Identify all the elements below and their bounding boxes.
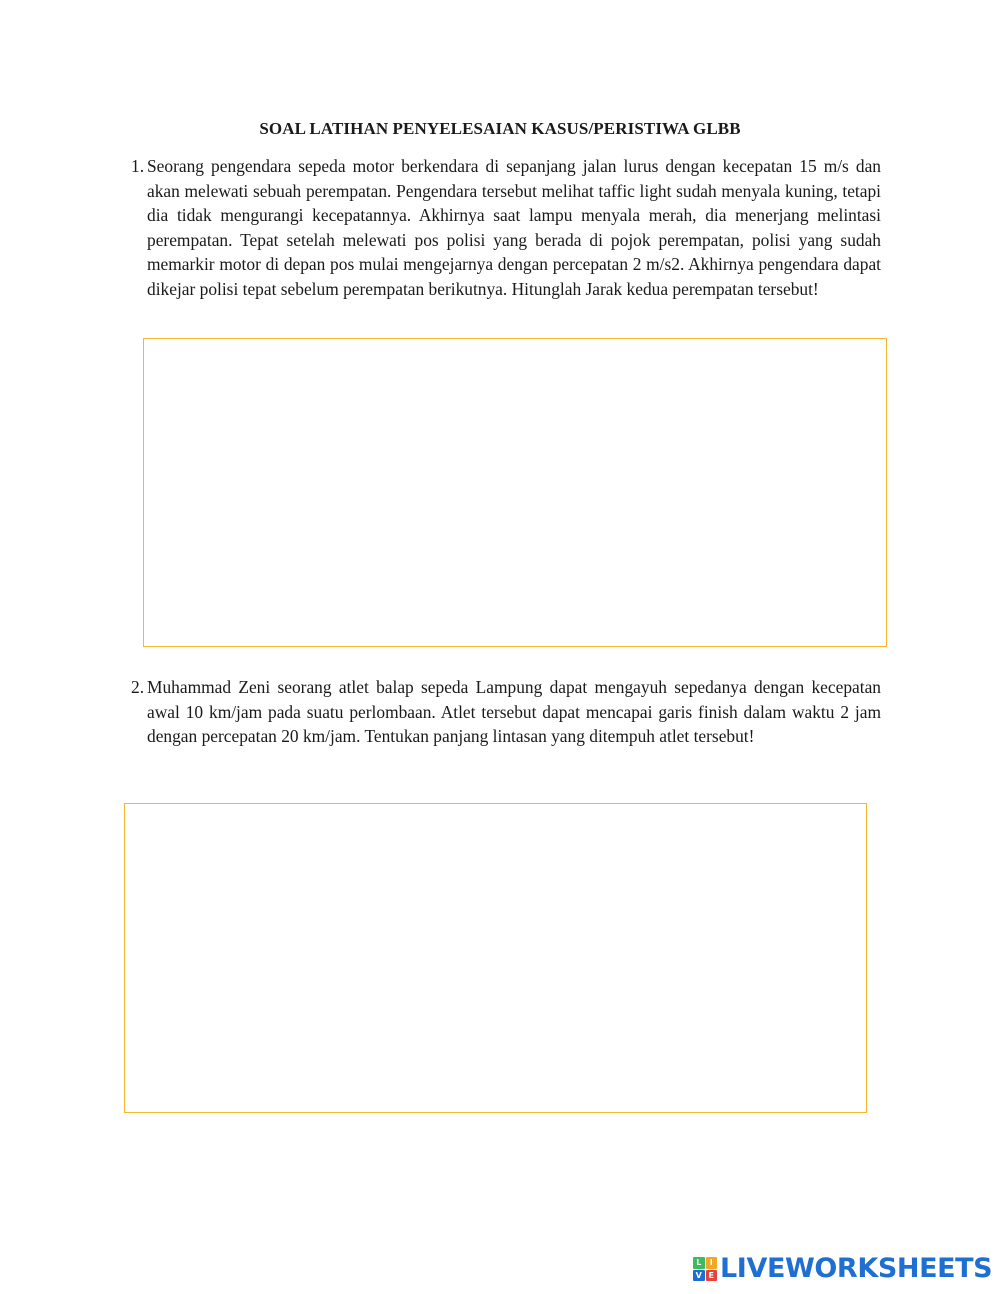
logo-mark-letter: I: [706, 1257, 718, 1269]
logo-mark-letter: E: [706, 1270, 718, 1282]
live-logo-icon: [693, 1257, 717, 1281]
question-1: [131, 154, 881, 302]
question-text: Muhammad Zeni seorang atlet balap sepeda Lampung dapat mengayuh sepedanya dengan kecepatan awal 10 km/jam pada suatu perlombaan. Atlet tersebut dapat mencapai garis finish dalam waktu 2 jam dengan percepatan 20 km/jam. Tentukan panjang lintasan yang ditempuh atlet tersebut!: [147, 677, 881, 747]
logo-mark-letter: L: [693, 1257, 705, 1269]
question-number: 2.: [131, 677, 145, 697]
worksheet-title: SOAL LATIHAN PENYELESAIAN KASUS/PERISTIWA GLBB: [259, 119, 741, 138]
question-text: Seorang pengendara sepeda motor berkendara di sepanjang jalan lurus dengan kecepatan 15 m/s dan akan melewati sebuah perempatan. Pengendara tersebut melihat taffic light sudah menyala kuning, tetapi dia tidak mengurangi kecepatannya. Akhirnya saat lampu menyala merah, dia menerjang melintasi perempatan. Tepat setelah melewati pos polisi yang berada di pojok perempatan, polisi yang sudah memarkir motor di depan pos mulai mengejarnya dengan percepatan 2 m/s2. Akhirnya pengendara dapat dikejar polisi tepat sebelum perempatan berikutnya. Hitunglah Jarak kedua perempatan tersebut!: [147, 156, 881, 299]
question-2: [131, 675, 881, 749]
answer-box-1[interactable]: [143, 338, 887, 647]
logo-text: LIVEWORKSHEETS: [720, 1253, 993, 1284]
answer-box-2[interactable]: [124, 803, 867, 1113]
logo-mark-letter: V: [693, 1270, 705, 1282]
question-number: 1.: [131, 156, 145, 176]
liveworksheets-logo: [693, 1254, 992, 1284]
